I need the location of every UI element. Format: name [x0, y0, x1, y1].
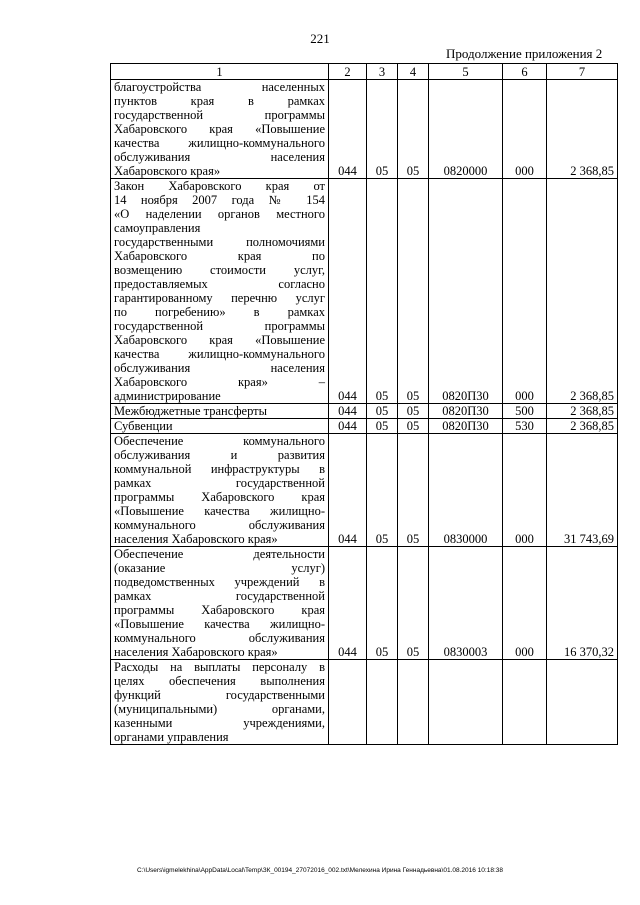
item-description [111, 547, 329, 660]
item-description [111, 179, 329, 404]
column-header: 1 [111, 64, 329, 80]
section-code: 05 [367, 547, 398, 660]
file-path-footer: C:\Users\igmelekhina\AppData\Local\Temp\ЗК_00194_27072016_002.txt\Мелехина Ирина Геннадьевна\01.08.2016 10:18:38 [137, 867, 503, 874]
description-line: возмещению стоимости услуг, [114, 263, 325, 277]
description-line: качества жилищно-коммунального [114, 136, 325, 150]
ministry-code: 044 [329, 419, 367, 434]
description-line: рамках государственной [114, 589, 325, 603]
description-line: программы Хабаровского края [114, 603, 325, 617]
amount: 2 368,85 [547, 404, 618, 419]
description-line: казенными учреждениями, [114, 716, 325, 730]
description-line: государственной программы [114, 319, 325, 333]
subsection-code [398, 660, 429, 745]
table-row [111, 179, 618, 404]
ministry-code: 044 [329, 404, 367, 419]
description-line: населения Хабаровского края» [114, 645, 278, 659]
amount [547, 660, 618, 745]
table-row [111, 660, 618, 745]
subsection-code: 05 [398, 80, 429, 179]
amount: 16 370,32 [547, 547, 618, 660]
description-line: Хабаровского края» [114, 164, 221, 178]
description-line: Хабаровского края» – [114, 375, 325, 389]
description-line: Обеспечение деятельности [114, 547, 325, 561]
ministry-code: 044 [329, 80, 367, 179]
description-line: Хабаровского края «Повышение [114, 122, 325, 136]
ministry-code: 044 [329, 547, 367, 660]
description-line: Хабаровского края по [114, 249, 325, 263]
target-article-code: 0820П30 [429, 419, 503, 434]
item-description [111, 404, 329, 419]
amount: 31 743,69 [547, 434, 618, 547]
amount: 2 368,85 [547, 80, 618, 179]
ministry-code [329, 660, 367, 745]
ministry-code: 044 [329, 179, 367, 404]
expense-type-code: 530 [503, 419, 547, 434]
description-line: подведомственных учреждений в [114, 575, 325, 589]
description-line: «Повышение качества жилищно- [114, 617, 325, 631]
column-header: 4 [398, 64, 429, 80]
description-line: программы Хабаровского края [114, 490, 325, 504]
item-description [111, 80, 329, 179]
description-line: Закон Хабаровского края от [114, 179, 325, 193]
table-row [111, 419, 618, 434]
header-row [111, 64, 618, 80]
item-description [111, 419, 329, 434]
section-code: 05 [367, 419, 398, 434]
section-code: 05 [367, 404, 398, 419]
expense-type-code: 500 [503, 404, 547, 419]
description-line: Хабаровского края «Повышение [114, 333, 325, 347]
amount: 2 368,85 [547, 419, 618, 434]
target-article-code [429, 660, 503, 745]
section-code: 05 [367, 179, 398, 404]
section-code [367, 660, 398, 745]
target-article-code: 0830000 [429, 434, 503, 547]
section-code: 05 [367, 80, 398, 179]
description-line: «Повышение качества жилищно- [114, 504, 325, 518]
description-line: органами управления [114, 730, 229, 744]
subsection-code: 05 [398, 419, 429, 434]
description-line: функций государственными [114, 688, 325, 702]
table-row [111, 404, 618, 419]
description-line: государственной программы [114, 108, 325, 122]
target-article-code: 0820000 [429, 80, 503, 179]
page-number: 221 [310, 31, 330, 46]
expense-type-code: 000 [503, 434, 547, 547]
description-line: 14 ноября 2007 года № 154 [114, 193, 325, 207]
target-article-code: 0820П30 [429, 179, 503, 404]
description-line: по погребению» в рамках [114, 305, 325, 319]
column-header: 7 [547, 64, 618, 80]
subsection-code: 05 [398, 547, 429, 660]
description-line: коммунальной инфраструктуры в [114, 462, 325, 476]
description-line: населения Хабаровского края» [114, 532, 278, 546]
subsection-code: 05 [398, 179, 429, 404]
ministry-code: 044 [329, 434, 367, 547]
table-row [111, 547, 618, 660]
description-line: государственными полномочиями [114, 235, 325, 249]
description-line: коммунального обслуживания [114, 631, 325, 645]
description-line: рамках государственной [114, 476, 325, 490]
description-line: целях обеспечения выполнения [114, 674, 325, 688]
column-header: 6 [503, 64, 547, 80]
description-line: обслуживания населения [114, 361, 325, 375]
column-header: 2 [329, 64, 367, 80]
expense-type-code: 000 [503, 547, 547, 660]
section-code: 05 [367, 434, 398, 547]
description-line: администрирование [114, 389, 221, 403]
expense-type-code: 000 [503, 179, 547, 404]
table-row [111, 80, 618, 179]
subsection-code: 05 [398, 404, 429, 419]
description-line: обслуживания населения [114, 150, 325, 164]
column-header: 5 [429, 64, 503, 80]
description-line: (оказание услуг) [114, 561, 325, 575]
amount: 2 368,85 [547, 179, 618, 404]
item-description [111, 434, 329, 547]
description-line: коммунального обслуживания [114, 518, 325, 532]
description-line: качества жилищно-коммунального [114, 347, 325, 361]
item-description [111, 660, 329, 745]
description-line: Расходы на выплаты персоналу в [114, 660, 325, 674]
target-article-code: 0820П30 [429, 404, 503, 419]
column-header: 3 [367, 64, 398, 80]
table-body [111, 80, 618, 745]
description-line: «О наделении органов местного [114, 207, 325, 221]
description-line: (муниципальными) органами, [114, 702, 325, 716]
budget-table [110, 63, 618, 745]
description-line: гарантированному перечню услуг [114, 291, 325, 305]
description-line: самоуправления [114, 221, 201, 235]
description-line: Обеспечение коммунального [114, 434, 325, 448]
description-line: Субвенции [114, 419, 173, 433]
target-article-code: 0830003 [429, 547, 503, 660]
subsection-code: 05 [398, 434, 429, 547]
description-line: благоустройства населенных [114, 80, 325, 94]
continuation-label: Продолжение приложения 2 [446, 46, 603, 61]
description-line: пунктов края в рамках [114, 94, 325, 108]
description-line: предоставляемых согласно [114, 277, 325, 291]
expense-type-code [503, 660, 547, 745]
expense-type-code: 000 [503, 80, 547, 179]
description-line: обслуживания и развития [114, 448, 325, 462]
table-row [111, 434, 618, 547]
description-line: Межбюджетные трансферты [114, 404, 268, 418]
